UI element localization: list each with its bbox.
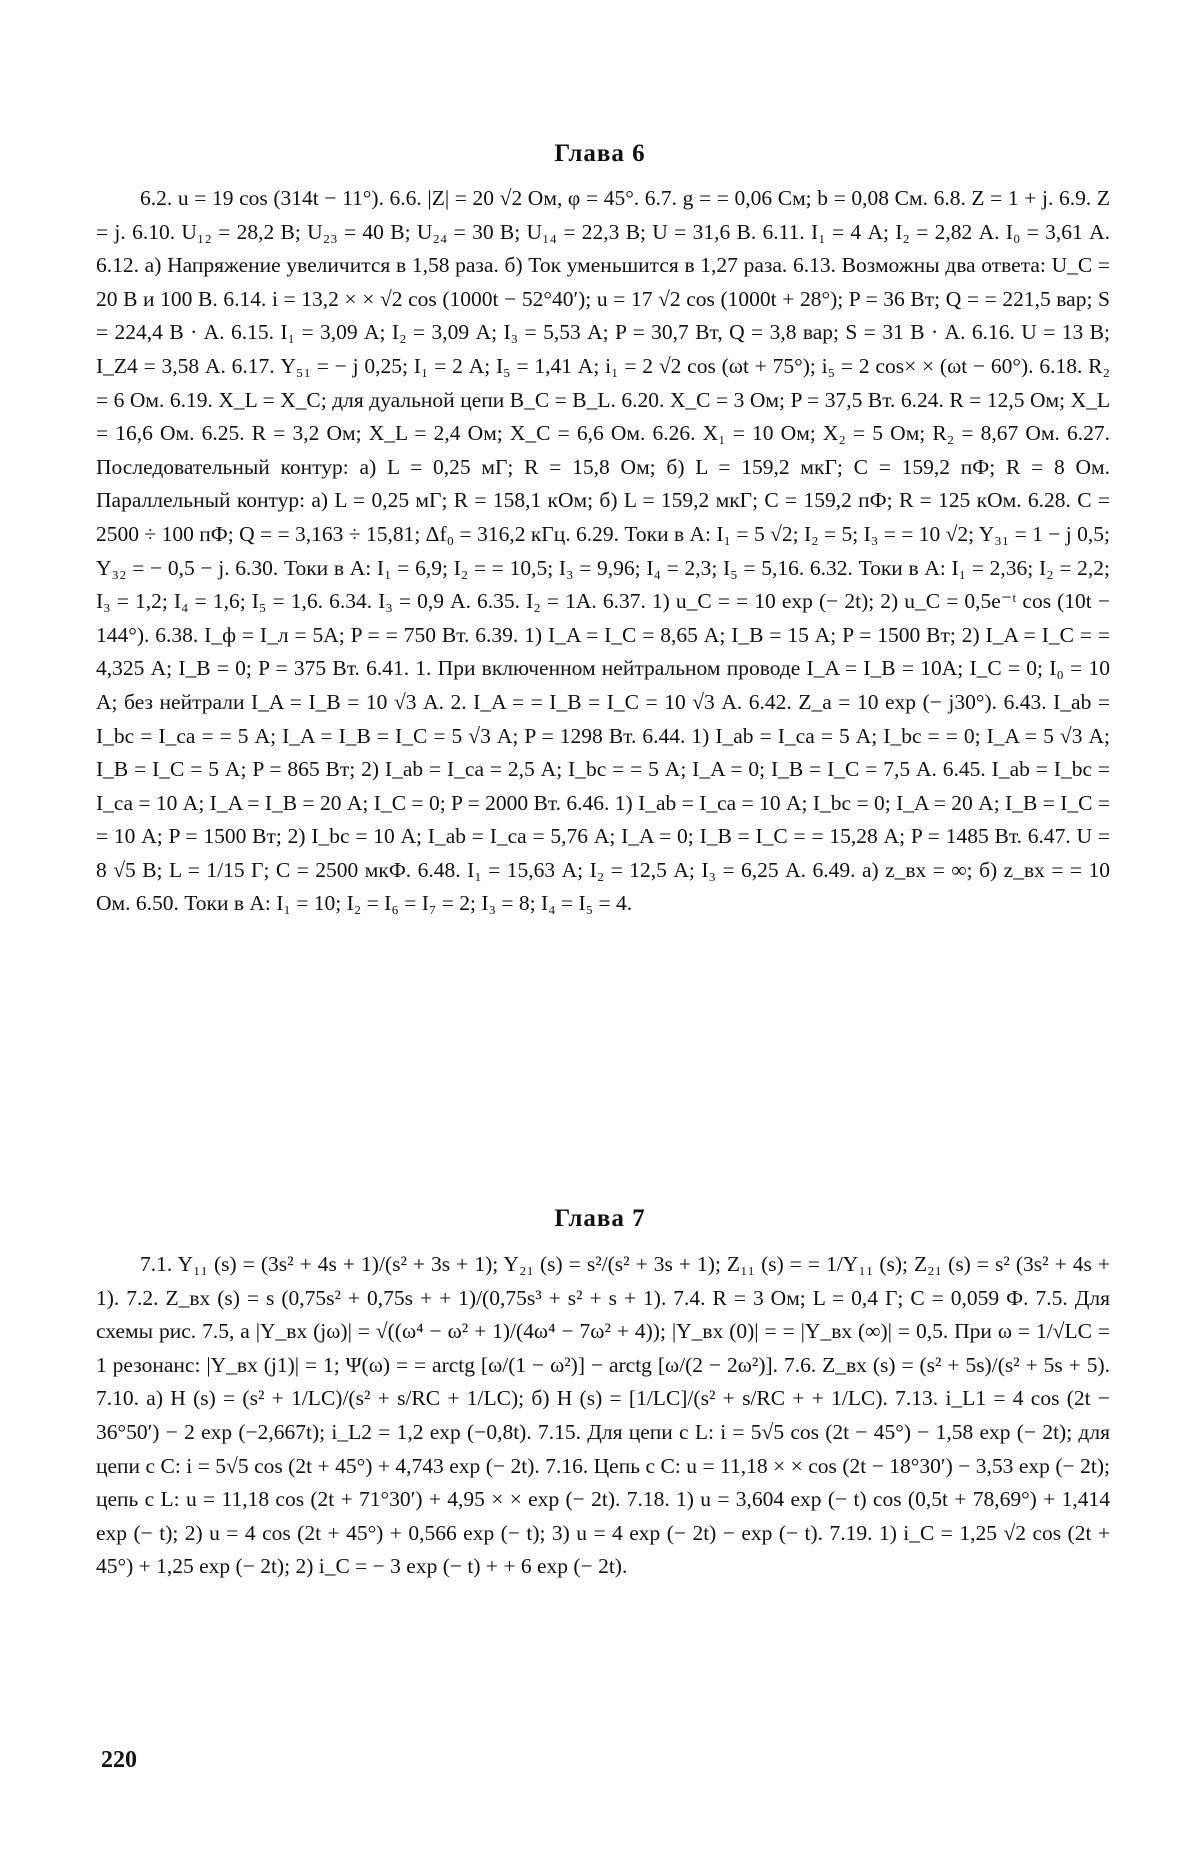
chapter-6-title: Глава 6	[554, 140, 646, 167]
chapter-7-answers	[96, 1248, 1110, 1584]
chapter-7-title: Глава 7	[554, 1205, 646, 1232]
chapter-6-answers	[96, 182, 1110, 921]
chapter-7-text: 7.1. Y₁₁ (s) = (3s² + 4s + 1)/(s² + 3s + 1); Y₂₁ (s) = s²/(s² + 3s + 1); Z₁₁ (s) = = 1/Y₁₁ (s); Z₂₁ (s) = s² (3s² + 4s + 1). 7.2. Z_вх (s) = s (0,75s² + 0,75s + + 1)/(0,75s³ + s² + s + 1). 7.4. R = 3 Ом; L = 0,4 Г; C = 0,059 Ф. 7.5. Для схемы рис. 7.5, а |Y_вх (jω)| = √((ω⁴ − ω² + 1)/(4ω⁴ − 7ω² + 4)); |Y_вх (0)| = = |Y_вх (∞)| = 0,5. При ω = 1/√LC = 1 резонанс: |Y_вх (j1)| = 1; Ψ(ω) = = arctg [ω/(1 − ω²)] − arctg [ω/(2 − 2ω²)]. 7.6. Z_вх (s) = (s² + 5s)/(s² + 5s + 5). 7.10. а) H (s) = (s² + 1/LC)/(s² + s/RC + 1/LC); б) H (s) = [1/LC]/(s² + s/RC + + 1/LC). 7.13. i_L1 = 4 cos (2t − 36°50′) − 2 exp (−2,667t); i_L2 = 1,2 exp (−0,8t). 7.15. Для цепи с L: i = 5√5 cos (2t − 45°) − 1,58 exp (− 2t); для цепи с C: i = 5√5 cos (2t + 45°) + 4,743 exp (− 2t). 7.16. Цепь с C: u = 11,18 × × cos (2t − 18°30′) − 3,53 exp (− 2t); цепь с L: u = 11,18 cos (2t + 71°30′) + 4,95 × × exp (− 2t). 7.18. 1) u = 3,604 exp (− t) cos (0,5t + 78,69°) + 1,414 exp (− t); 2) u = 4 cos (2t + 45°) + 0,566 exp (− t); 3) u = 4 exp (− 2t) − exp (− t). 7.19. 1) i_C = 1,25 √2 cos (2t + 45°) + 1,25 exp (− 2t); 2) i_C = − 3 exp (− t) + + 6 exp (− 2t).	[96, 1252, 1110, 1579]
chapter-6-text: 6.2. u = 19 cos (314t − 11°). 6.6. |Z| = 20 √2 Ом, φ = 45°. 6.7. g = = 0,06 См; b = 0,08 См. 6.8. Z = 1 + j. 6.9. Z = j. 6.10. U₁₂ = 28,2 В; U₂₃ = 40 В; U₂₄ = 30 В; U₁₄ = 22,3 В; U = 31,6 В. 6.11. I₁ = 4 А; I₂ = 2,82 А. I₀ = 3,61 А. 6.12. а) Напряжение увеличится в 1,58 раза. б) Ток уменьшится в 1,27 раза. 6.13. Возможны два ответа: U_C = 20 В и 100 В. 6.14. i = 13,2 × × √2 cos (1000t − 52°40′); u = 17 √2 cos (1000t + 28°); P = 36 Вт; Q = = 221,5 вар; S = 224,4 В · А. 6.15. I₁ = 3,09 А; I₂ = 3,09 А; I₃ = 5,53 А; P = 30,7 Вт, Q = 3,8 вар; S = 31 В · А. 6.16. U = 13 В; I_Z4 = 3,58 А. 6.17. Y₅₁ = − j 0,25; I₁ = 2 А; I₅ = 1,41 А; i₁ = 2 √2 cos (ωt + 75°); i₅ = 2 cos× × (ωt − 60°). 6.18. R₂ = 6 Ом. 6.19. X_L = X_C; для дуальной цепи B_C = B_L. 6.20. X_C = 3 Ом; P = 37,5 Вт. 6.24. R = 12,5 Ом; X_L = 16,6 Ом. 6.25. R = 3,2 Ом; X_L = 2,4 Ом; X_C = 6,6 Ом. 6.26. X₁ = 10 Ом; X₂ = 5 Ом; R₂ = 8,67 Ом. 6.27. Последовательный контур: а) L = 0,25 мГ; R = 15,8 Ом; б) L = 159,2 мкГ; C = 159,2 пФ; R = 8 Ом. Параллельный контур: а) L = 0,25 мГ; R = 158,1 кОм; б) L = 159,2 мкГ; C = 159,2 пФ; R = 125 кОм. 6.28. C = 2500 ÷ 100 пФ; Q = = 3,163 ÷ 15,81; Δf₀ = 316,2 кГц. 6.29. Токи в А: I₁ = 5 √2; I₂ = 5; I₃ = = 10 √2; Y₃₁ = 1 − j 0,5; Y₃₂ = − 0,5 − j. 6.30. Токи в А: I₁ = 6,9; I₂ = = 10,5; I₃ = 9,96; I₄ = 2,3; I₅ = 5,16. 6.32. Токи в А: I₁ = 2,36; I₂ = 2,2; I₃ = 1,2; I₄ = 1,6; I₅ = 1,6. 6.34. I₃ = 0,9 А. 6.35. I₂ = 1А. 6.37. 1) u_C = = 10 exp (− 2t); 2) u_C = 0,5e⁻ᵗ cos (10t − 144°). 6.38. I_ф = I_л = 5А; P = = 750 Вт. 6.39. 1) I_A = I_C = 8,65 А; I_B = 15 А; P = 1500 Вт; 2) I_A = I_C = = 4,325 А; I_B = 0; P = 375 Вт. 6.41. 1. При включенном нейтральном проводе I_A = I_B = 10А; I_C = 0; I₀ = 10 А; без нейтрали I_A = I_B = 10 √3 А. 2. I_A = = I_B = I_C = 10 √3 А. 6.42. Z_a = 10 exp (− j30°). 6.43. I_ab = I_bc = I_ca = = 5 А; I_A = I_B = I_C = 5 √3 А; P = 1298 Вт. 6.44. 1) I_ab = I_ca = 5 А; I_bc = = 0; I_A = 5 √3 А; I_B = I_C = 5 А; P = 865 Вт; 2) I_ab = I_ca = 2,5 А; I_bc = = 5 А; I_A = 0; I_B = I_C = 7,5 А. 6.45. I_ab = I_bc = I_ca = 10 А; I_A = I_B = 20 А; I_C = 0; P = 2000 Вт. 6.46. 1) I_ab = I_ca = 10 А; I_bc = 0; I_A = 20 А; I_B = I_C = = 10 А; P = 1500 Вт; 2) I_bc = 10 А; I_ab = I_ca = 5,76 А; I_A = 0; I_B = I_C = = 15,28 А; P = 1485 Вт. 6.47. U = 8 √5 В; L = 1/15 Г; C = 2500 мкФ. 6.48. I₁ = 15,63 А; I₂ = 12,5 А; I₃ = 6,25 А. 6.49. а) z_вх = ∞; б) z_вх = = 10 Ом. 6.50. Токи в А: I₁ = 10; I₂ = I₆ = I₇ = 2; I₃ = 8; I₄ = I₅ = 4.	[96, 186, 1110, 916]
page-number: 220	[101, 1747, 137, 1773]
